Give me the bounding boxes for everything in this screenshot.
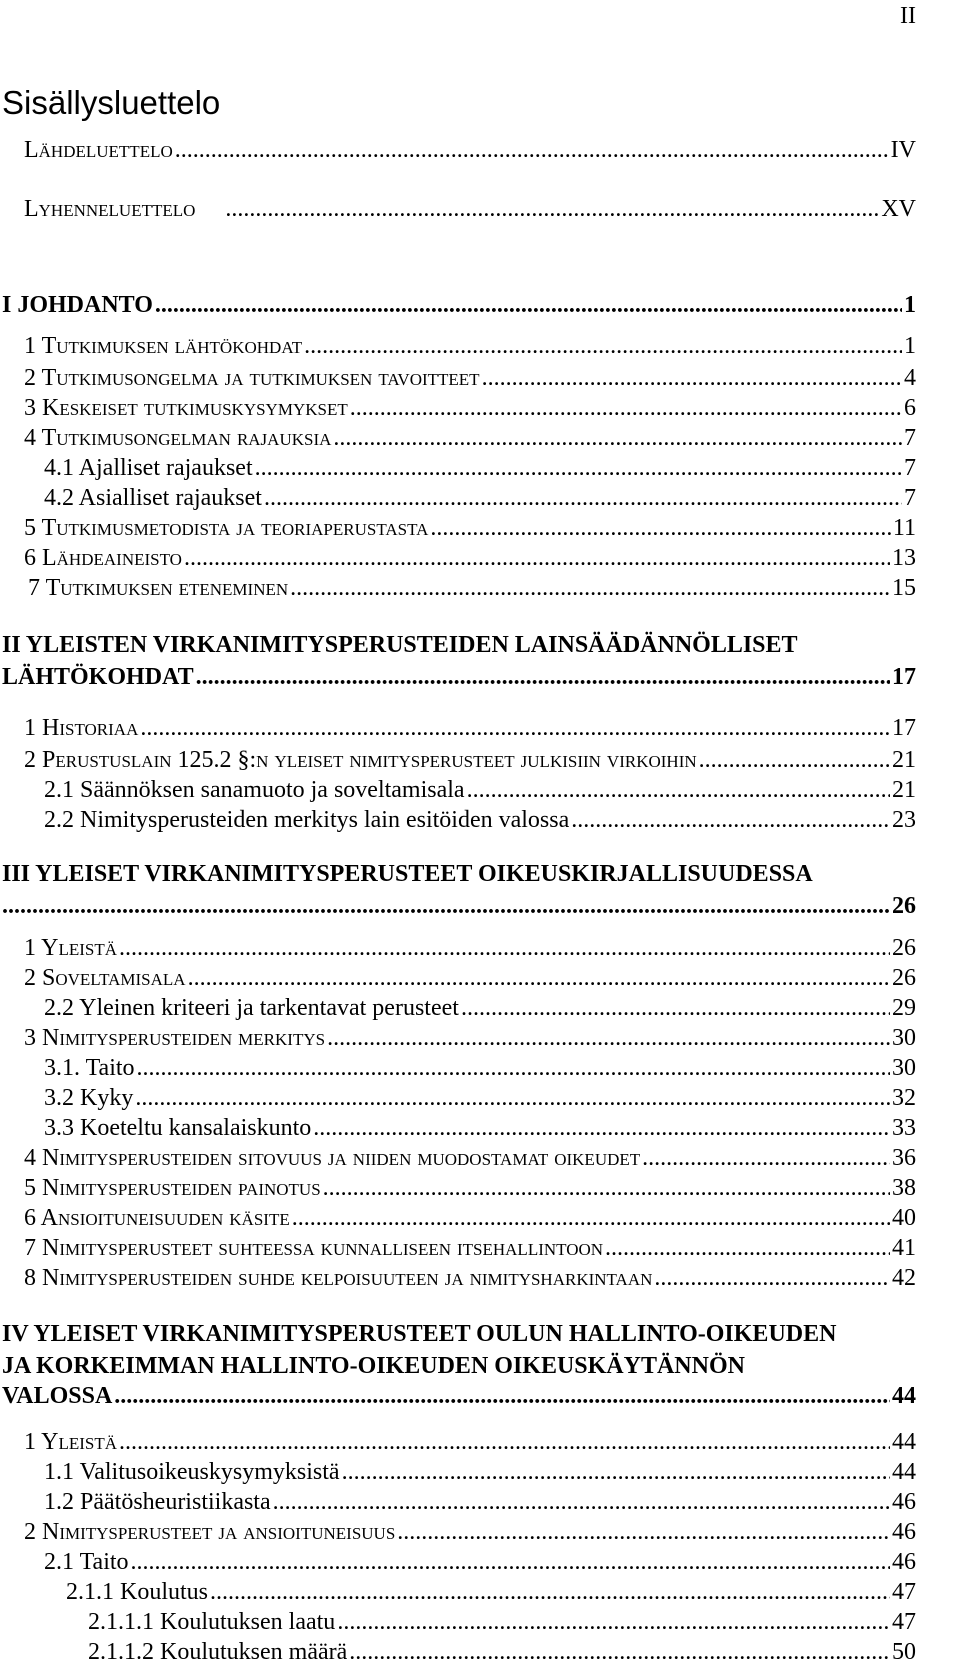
toc-entry-page: 44 bbox=[892, 1429, 916, 1455]
toc-entry bbox=[24, 195, 916, 223]
toc-entry bbox=[24, 1518, 916, 1546]
toc-entry-page: 38 bbox=[892, 1175, 916, 1201]
toc-leader bbox=[333, 424, 902, 452]
toc-entry-text: 2 Perustuslain 125.2 §:n yleiset nimitysperusteet julkisiin virkoihin bbox=[24, 747, 697, 773]
toc-entry-page: 46 bbox=[892, 1549, 916, 1575]
toc-entry-page: 26 bbox=[892, 893, 916, 919]
toc-entry bbox=[88, 1638, 916, 1666]
toc-part-heading bbox=[2, 1382, 916, 1410]
toc-leader bbox=[350, 394, 902, 422]
toc-entry-page: 46 bbox=[892, 1519, 916, 1545]
toc-entry-text: 2 Nimitysperusteet ja ansioituneisuus bbox=[24, 1519, 396, 1545]
toc-entry bbox=[24, 1428, 916, 1456]
toc-entry-text: 2.1.1.2 Koulutuksen määrä bbox=[88, 1639, 348, 1665]
toc-leader bbox=[196, 663, 890, 691]
toc-leader bbox=[131, 1548, 890, 1576]
toc-entry-page: 21 bbox=[892, 777, 916, 803]
toc-entry-text: 6 Lähdeaineisto bbox=[24, 545, 182, 571]
toc-leader bbox=[342, 1458, 890, 1486]
toc-entry-text: Lähdeluettelo bbox=[24, 137, 173, 163]
toc-entry bbox=[88, 1608, 916, 1636]
page-title: Sisällysluettelo bbox=[2, 84, 221, 121]
toc-entry bbox=[44, 806, 916, 834]
toc-entry-page: 26 bbox=[892, 935, 916, 961]
toc-entry-page: 29 bbox=[892, 995, 916, 1021]
toc-entry-page: 44 bbox=[892, 1383, 916, 1409]
toc-entry-text: 5 Tutkimusmetodista ja teoriaperustasta bbox=[24, 515, 429, 541]
toc-entry-page: 33 bbox=[892, 1115, 916, 1141]
toc-entry-page: 7 bbox=[904, 485, 916, 511]
toc-leader bbox=[184, 544, 890, 572]
toc-entry bbox=[44, 994, 916, 1022]
toc-entry-page: 7 bbox=[904, 425, 916, 451]
toc-entry-page: 40 bbox=[892, 1205, 916, 1231]
toc-entry bbox=[24, 714, 916, 742]
toc-entry bbox=[44, 1114, 916, 1142]
toc-entry bbox=[24, 364, 916, 392]
toc-entry-page: 7 bbox=[904, 455, 916, 481]
toc-entry bbox=[66, 1578, 916, 1606]
toc-leader bbox=[397, 1518, 890, 1546]
toc-entry bbox=[24, 136, 916, 164]
toc-entry-text: 2.1 Taito bbox=[44, 1549, 129, 1575]
toc-entry-page: 50 bbox=[892, 1639, 916, 1665]
toc-entry bbox=[24, 394, 916, 422]
toc-leader bbox=[135, 1084, 890, 1112]
toc-entry bbox=[44, 1458, 916, 1486]
toc-leader bbox=[461, 994, 890, 1022]
toc-entry-page: 17 bbox=[892, 715, 916, 741]
toc-leader bbox=[2, 892, 890, 920]
toc-part-heading bbox=[2, 892, 916, 920]
toc-entry-page: 41 bbox=[892, 1235, 916, 1261]
toc-entry-page: 36 bbox=[892, 1145, 916, 1171]
toc-leader bbox=[188, 964, 890, 992]
toc-entry-text: Lyhenneluettelo bbox=[24, 196, 196, 222]
toc-entry-page: 23 bbox=[892, 807, 916, 833]
toc-entry-text: 2.1.1.1 Koulutuksen laatu bbox=[88, 1609, 336, 1635]
toc-entry-page: 46 bbox=[892, 1489, 916, 1515]
toc-entry-text: 8 Nimitysperusteiden suhde kelpoisuuteen ja nimitysharkintaan bbox=[24, 1265, 653, 1291]
toc-leader bbox=[264, 484, 902, 512]
toc-part-heading: IV YLEISET VIRKANIMITYSPERUSTEET OULUN HALLINTO-OIKEUDEN bbox=[2, 1321, 837, 1347]
toc-entry-text: I JOHDANTO bbox=[2, 292, 153, 318]
toc-leader bbox=[210, 1578, 890, 1606]
toc-entry bbox=[44, 484, 916, 512]
toc-entry-page: IV bbox=[890, 137, 916, 163]
toc-entry-text: 3 Nimitysperusteiden merkitys bbox=[24, 1025, 326, 1051]
toc-entry-page: 6 bbox=[904, 395, 916, 421]
toc-entry-text: 4.1 Ajalliset rajaukset bbox=[44, 455, 253, 481]
toc-part-heading: JA KORKEIMMAN HALLINTO-OIKEUDEN OIKEUSKÄYTÄNNÖN bbox=[2, 1353, 745, 1379]
toc-entry-text: 1.1 Valitusoikeuskysymyksistä bbox=[44, 1459, 340, 1485]
toc-entry-page: 15 bbox=[892, 575, 916, 601]
toc-entry-text: 6 Ansioituneisuuden käsite bbox=[24, 1205, 290, 1231]
toc-entry bbox=[24, 514, 916, 542]
toc-entry bbox=[44, 1488, 916, 1516]
toc-entry-text: 5 Nimitysperusteiden painotus bbox=[24, 1175, 321, 1201]
toc-entry-page: 1 bbox=[904, 333, 916, 359]
toc-entry bbox=[24, 332, 916, 360]
page-number: II bbox=[900, 3, 916, 29]
toc-leader bbox=[654, 1264, 890, 1292]
toc-entry bbox=[24, 1264, 916, 1292]
toc-entry-text: 3.1. Taito bbox=[44, 1055, 135, 1081]
toc-entry-page: 21 bbox=[892, 747, 916, 773]
toc-entry bbox=[24, 1024, 916, 1052]
toc-leader bbox=[337, 1608, 890, 1636]
toc-entry-page: 32 bbox=[892, 1085, 916, 1111]
toc-entry-page: 30 bbox=[892, 1025, 916, 1051]
toc-entry-text: 1 Yleistä bbox=[24, 935, 117, 961]
toc-entry bbox=[24, 1144, 916, 1172]
toc-entry-text: 3.2 Kyky bbox=[44, 1085, 134, 1111]
toc-entry bbox=[44, 1548, 916, 1576]
toc-entry bbox=[24, 934, 916, 962]
toc-entry-text: 1.2 Päätösheuristiikasta bbox=[44, 1489, 271, 1515]
toc-entry bbox=[44, 776, 916, 804]
toc-leader bbox=[313, 1114, 890, 1142]
toc-entry-page: 1 bbox=[904, 292, 916, 318]
toc-part-heading: II YLEISTEN VIRKANIMITYSPERUSTEIDEN LAINSÄÄDÄNNÖLLISET bbox=[2, 632, 798, 658]
toc-leader bbox=[571, 806, 890, 834]
toc-part-heading: III YLEISET VIRKANIMITYSPERUSTEET OIKEUSKIRJALLISUUDESSA bbox=[2, 861, 813, 887]
toc-leader bbox=[327, 1024, 890, 1052]
toc-entry bbox=[44, 1084, 916, 1112]
toc-part-heading bbox=[2, 291, 916, 319]
toc-entry-page: 13 bbox=[892, 545, 916, 571]
toc-entry-page: 47 bbox=[892, 1609, 916, 1635]
toc-entry-text: 1 Historiaa bbox=[24, 715, 139, 741]
toc-leader bbox=[119, 934, 890, 962]
toc-entry bbox=[24, 1204, 916, 1232]
toc-entry bbox=[24, 544, 916, 572]
toc-entry bbox=[24, 964, 916, 992]
toc-entry-text: 2.2 Nimitysperusteiden merkitys lain esitöiden valossa bbox=[44, 807, 570, 833]
toc-entry-text: 1 Yleistä bbox=[24, 1429, 117, 1455]
toc-entry bbox=[24, 746, 916, 774]
toc-entry-page: 26 bbox=[892, 965, 916, 991]
toc-leader bbox=[430, 514, 890, 542]
toc-leader bbox=[273, 1488, 890, 1516]
toc-entry-text: 3 Keskeiset tutkimuskysymykset bbox=[24, 395, 348, 421]
toc-entry bbox=[24, 424, 916, 452]
toc-entry-text: 2.2 Yleinen kriteeri ja tarkentavat perusteet bbox=[44, 995, 459, 1021]
toc-entry bbox=[28, 574, 916, 602]
toc-entry-text: 3.3 Koeteltu kansalaiskunto bbox=[44, 1115, 312, 1141]
toc-leader bbox=[290, 574, 890, 602]
toc-leader bbox=[119, 1428, 890, 1456]
toc-entry-text: 4.2 Asialliset rajaukset bbox=[44, 485, 262, 511]
toc-entry-page: 4 bbox=[904, 365, 916, 391]
toc-leader bbox=[255, 454, 902, 482]
toc-entry-page: XV bbox=[881, 196, 916, 222]
toc-entry-text: 2.1.1 Koulutus bbox=[66, 1579, 209, 1605]
toc-entry-text: 1 Tutkimuksen lähtökohdat bbox=[24, 333, 303, 359]
toc-entry-text: 2 Soveltamisala bbox=[24, 965, 186, 991]
toc-entry-text: 4 Nimitysperusteiden sitovuus ja niiden muodostamat oikeudet bbox=[24, 1145, 641, 1171]
toc-entry bbox=[44, 1054, 916, 1082]
toc-entry-page: 11 bbox=[892, 515, 916, 541]
toc-entry bbox=[24, 1174, 916, 1202]
toc-leader bbox=[605, 1234, 890, 1262]
toc-entry-page: 47 bbox=[892, 1579, 916, 1605]
toc-leader bbox=[140, 714, 890, 742]
toc-part-heading bbox=[2, 663, 916, 691]
toc-entry-text: 4 Tutkimusongelman rajauksia bbox=[24, 425, 332, 451]
toc-leader bbox=[304, 332, 902, 360]
toc-leader bbox=[292, 1204, 890, 1232]
toc-leader bbox=[482, 364, 902, 392]
toc-leader bbox=[699, 746, 890, 774]
toc-leader bbox=[225, 195, 879, 223]
toc-leader bbox=[155, 291, 902, 319]
toc-entry bbox=[44, 454, 916, 482]
toc-leader bbox=[349, 1638, 890, 1666]
toc-entry-page: 17 bbox=[892, 664, 916, 690]
toc-entry-text: VALOSSA bbox=[2, 1383, 113, 1409]
toc-entry-text: LÄHTÖKOHDAT bbox=[2, 664, 194, 690]
toc-leader bbox=[467, 776, 890, 804]
toc-leader bbox=[323, 1174, 890, 1202]
toc-entry-page: 44 bbox=[892, 1459, 916, 1485]
toc-entry bbox=[24, 1234, 916, 1262]
toc-entry-text: 7 Tutkimuksen eteneminen bbox=[28, 575, 289, 601]
toc-entry-text: 7 Nimitysperusteet suhteessa kunnalliseen itsehallintoon bbox=[24, 1235, 604, 1261]
toc-entry-text: 2.1 Säännöksen sanamuoto ja soveltamisala bbox=[44, 777, 465, 803]
toc-entry-page: 30 bbox=[892, 1055, 916, 1081]
toc-entry-text: 2 Tutkimusongelma ja tutkimuksen tavoitteet bbox=[24, 365, 480, 391]
toc-entry-page: 42 bbox=[892, 1265, 916, 1291]
toc-leader bbox=[137, 1054, 890, 1082]
toc-leader bbox=[114, 1382, 890, 1410]
toc-leader bbox=[642, 1144, 890, 1172]
toc-leader bbox=[175, 136, 889, 164]
